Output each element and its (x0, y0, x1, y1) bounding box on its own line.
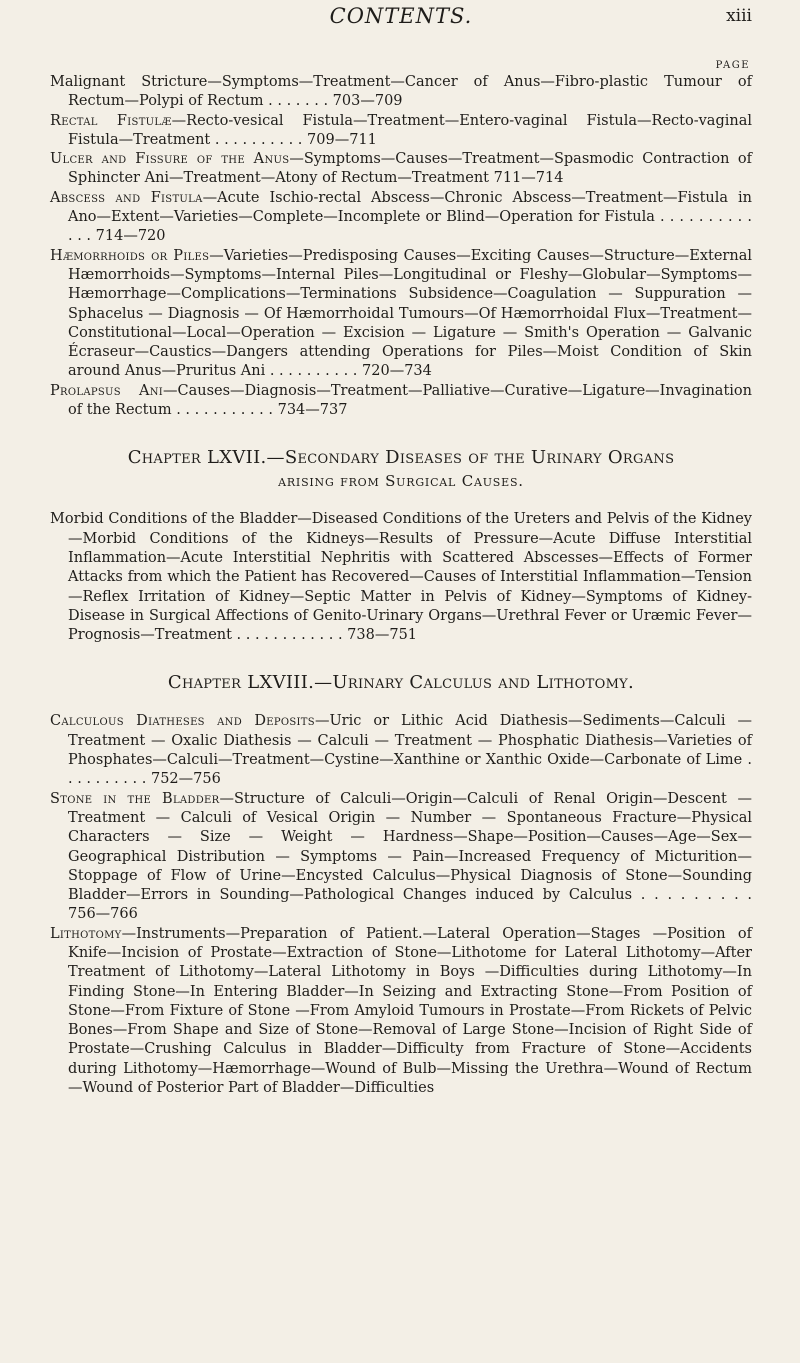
toc-entry (50, 73, 752, 112)
toc-entry-pages: 703—709 (332, 93, 403, 110)
toc-entry (50, 712, 752, 789)
toc-entry (50, 189, 752, 247)
toc-entry-text: —Symptoms—Causes—Treatment—Spasmodic Contraction of Sphincter Ani—Treatment—Atony of Rectum—Treatment (68, 151, 752, 187)
toc-entry-text: —Uric or Lithic Acid Diathesis—Sediments—Calculi — Treatment — Oxalic Diathesis — Calculi — Treatment — Phosphatic Diathesis—Varieties of Phosphates—Calculi—Treatment—Cystine—Xanthine or Xanthic Oxide—Carbonate of Lime . . . . . . . . . . (68, 713, 752, 788)
chapter-label: Chapter LXVIII. (167, 672, 315, 694)
chapter-subtitle: arising from Surgical Causes. (278, 472, 524, 491)
toc-entry (50, 112, 752, 151)
toc-entry-pages: 756—766 (68, 906, 138, 923)
contents-section-rectum (50, 73, 752, 420)
toc-entry-heading: Hæmorrhoids or Piles (50, 247, 210, 264)
toc-entry-pages: 752—756 (150, 771, 221, 788)
chapter-title: —Urinary Calculus and Lithotomy. (314, 672, 635, 694)
page-title: CONTENTS. (329, 4, 473, 28)
running-head (50, 0, 752, 60)
toc-entry-heading: Prolapsus Ani (50, 382, 164, 399)
toc-entry-text: —Causes—Diagnosis—Treatment—Palliative—Curative—Ligature—Invagination of the Rectum . . . . . . . . . . . (68, 382, 752, 419)
toc-entry-text: —Instruments—Preparation of Patient.—Lateral Operation—Stages —Position of Knife—Incision of Prostate—Extraction of Stone—Lithotome for Lateral Lithotomy—After Treatment of Lithotomy—Lateral Lithotomy in Boys —Difficulties during Lithotomy—In Finding Stone—In Entering Bladder—In Seizing and Extracting Stone—From Position of Stone—From Fixture of Stone —From Amyloid Tumours in Prostate—From Rickets of Pelvic Bones—From Shape and Size of Stone—Removal of Large Stone—Incision of Right Side of Prostate—Crushing Calculus in Bladder—Difficulty from Fracture of Stone—Accidents during Lithotomy—Hæmorrhage—Wound of Bulb—Missing the Urethra—Wound of Rectum—Wound of Posterior Part of Bladder—Difficulties (68, 925, 752, 1097)
toc-entry-heading: Ulcer and Fissure of the Anus (50, 151, 290, 168)
contents-section-chapter-68 (50, 712, 752, 1098)
toc-entry-heading: Stone in the Bladder (50, 790, 220, 807)
toc-entry-pages: 720—734 (362, 363, 432, 380)
toc-entry (50, 790, 752, 925)
toc-entry (50, 247, 752, 382)
toc-entry-pages: 734—737 (277, 402, 348, 419)
toc-entry (50, 150, 752, 189)
toc-entry (50, 925, 752, 1099)
toc-entry-pages: 714—720 (95, 228, 166, 245)
toc-entry-heading: Calculous Diatheses and Deposits (50, 713, 315, 730)
toc-entry-text: —Recto-vesical Fistula—Treatment—Entero-vaginal Fistula—Recto-vaginal Fistula—Treatment . . . . . . . . . . (68, 112, 752, 148)
chapter-title: —Secondary Diseases of the Urinary Organs (266, 447, 675, 469)
chapter-heading-67 (50, 447, 752, 492)
chapter-heading-68 (50, 672, 752, 694)
toc-entry-pages: 709—711 (307, 131, 377, 148)
contents-section-chapter-67 (50, 510, 752, 645)
toc-entry (50, 510, 752, 645)
toc-entry-text: Morbid Conditions of the Bladder—Diseased Conditions of the Ureters and Pelvis of the Kidney—Morbid Conditions of the Kidneys—Results of Pressure—Acute Diffuse Interstitial Inflammation—Acute Interstitial Nephritis with Scattered Abscesses—Effects of Former Attacks from which the Patient has Recovered—Causes of Interstitial Inflammation—Tension—Reflex Irritation of Kidney—Septic Matter in Pelvis of Kidney—Symptoms of Kidney-Disease in Surgical Affections of Genito-Urinary Organs—Urethral Fever or Uræmic Fever—Prognosis—Treatment . . . . . . . . . . . . (50, 511, 752, 644)
toc-entry-text: —Structure of Calculi—Origin—Calculi of Renal Origin—Descent — Treatment — Calculi of Vesical Origin — Number — Spontaneous Fracture—Physical Characters — Size — Weight — Hardness—Shape—Position—Causes—Age—Sex—Geographical Distribution — Symptoms — Pain—Increased Frequency of Micturition—Stoppage of Flow of Urine—Encysted Calculus—Physical Diagnosis of Stone—Sounding Bladder—Errors in Sounding—Pathological Changes induced by Calculus . . . . . . . . . (68, 790, 752, 904)
toc-entry-text: Malignant Stricture—Symptoms—Treatment—Cancer of Anus—Fibro-plastic Tumour of Rectum—Polypi of Rectum . . . . . . . (50, 74, 752, 110)
toc-entry-heading: Rectal Fistulæ (50, 112, 172, 129)
toc-entry-pages: 738—751 (347, 627, 418, 644)
toc-entry-heading: Abscess and Fistula (50, 189, 203, 206)
toc-entry-text: —Varieties—Predisposing Causes—Exciting Causes—Structure—External Hæmorrhoids—Symptoms—Internal Piles—Longitudinal or Fleshy—Globular—Symptoms—Hæmorrhage—Complications—Terminations Subsidence—Coagulation — Suppuration — Sphacelus — Diagnosis — Of Hæmorrhoidal Tumours—Of Hæmorrhoidal Flux—Treatment—Constitutional—Local—Operation — Excision — Ligature — Smith's Operation — Galvanic Écraseur—Caustics—Dangers attending Operations for Piles—Moist Condition of Skin around Anus—Pruritus Ani . . . . . . . . . . (68, 247, 752, 380)
page-number: xiii (726, 6, 752, 26)
chapter-label: Chapter LXVII. (127, 447, 267, 469)
toc-entry-text: —Acute Ischio-rectal Abscess—Chronic Abscess—Treatment—Fistula in Ano—Extent—Varieties—Complete—Incomplete or Blind—Operation for Fistula . . . . . . . . . . . . . (68, 189, 752, 245)
toc-entry (50, 382, 752, 421)
page-column-label: PAGE (715, 60, 750, 71)
toc-entry-pages: 711—714 (493, 170, 564, 187)
toc-entry-heading: Lithotomy (50, 925, 122, 942)
